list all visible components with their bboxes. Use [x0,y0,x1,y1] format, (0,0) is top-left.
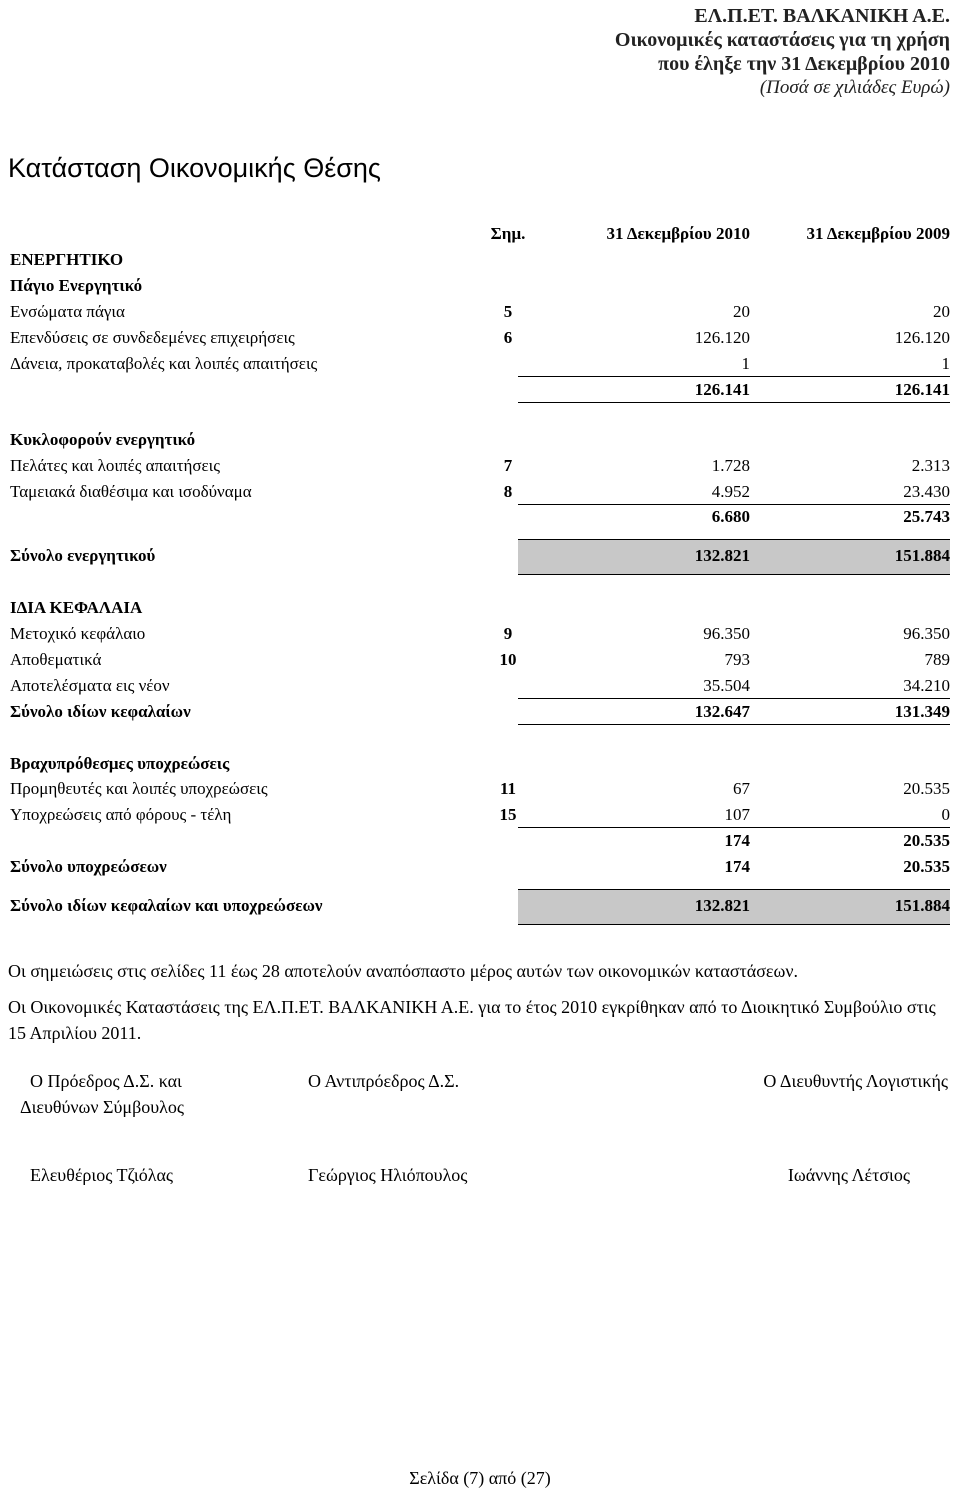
row-label: Αποτελέσματα εις νέον [10,676,170,695]
value-2010: 1.728 [711,456,750,475]
value-2009: 789 [924,650,950,669]
row-label: Υποχρεώσεις από φόρους - τέλη [10,805,232,824]
value-2010: 126.120 [694,328,750,347]
section-assets [10,248,950,272]
page-number: Σελίδα (7) από (27) [409,1468,551,1488]
row-label: Σύνολο ιδίων κεφαλαίων και υποχρεώσεων [10,896,323,915]
value-2010: 793 [724,650,750,669]
table-row [10,352,950,376]
value-2010: 1 [741,354,750,373]
value-2009: 23.430 [903,482,950,501]
table-row [10,480,950,504]
col-2009-header: 31 Δεκεμβρίου 2009 [806,224,950,243]
value-2009: 131.349 [894,702,950,721]
accounting-director-title: Ο Διευθυντής Λογιστικής [763,1071,948,1091]
row-note: 11 [499,779,517,798]
value-2010: 174 [724,857,750,876]
row-note: 9 [503,624,513,643]
row-label: Σύνολο ιδίων κεφαλαίων [10,702,191,721]
row-label: Πελάτες και λοιπές απαιτήσεις [10,456,220,475]
total-assets-row [10,544,950,568]
section-label: ΕΝΕΡΓΗΤΙΚΟ [10,250,124,269]
value-2009: 20.535 [903,857,950,876]
table-row [10,777,950,801]
value-2010: 132.647 [694,702,750,721]
section-label: ΙΔΙΑ ΚΕΦΑΛΑΙΑ [10,598,143,617]
company-name: ΕΛ.Π.ΕΤ. ΒΑΛΚΑΝΙΚΗ Α.Ε. [694,5,950,27]
table-row [10,622,950,646]
subtotal-row [10,505,950,529]
liabilities-total-row [10,855,950,879]
value-2010: 67 [733,779,750,798]
equity-total-row [10,700,950,724]
value-2009: 151.884 [894,896,950,915]
value-2010: 126.141 [694,380,750,399]
value-2010: 174 [724,831,750,850]
notes-reference-paragraph: Οι σημειώσεις στις σελίδες 11 έως 28 αποτελούν αναπόσπαστο μέρος αυτών των οικονομικών καταστάσεων. [8,961,798,981]
table-row [10,454,950,478]
row-label: Σύνολο υποχρεώσεων [10,857,167,876]
row-note: 10 [499,650,517,669]
table-row [10,300,950,324]
value-2009: 34.210 [903,676,950,695]
row-label: Δάνεια, προκαταβολές και λοιπές απαιτήσεις [10,354,318,373]
subtotal-rule [518,698,950,699]
value-2010: 6.680 [711,507,750,526]
chair-name: Ελευθέριος Τζιόλας [30,1165,174,1185]
page-title: Κατάσταση Οικονομικής Θέσης [8,153,381,183]
row-note: 8 [503,482,513,501]
chair-title: Ο Πρόεδρος Δ.Σ. και [30,1071,182,1091]
table-row [10,326,950,350]
value-2009: 25.743 [903,507,950,526]
header-line-2: Οικονομικές καταστάσεις για τη χρήση [614,29,950,51]
section-label: Κυκλοφορούν ενεργητικό [10,430,196,449]
section-short-liabilities [10,752,950,776]
row-label: Προμηθευτές και λοιπές υποχρεώσεις [10,779,268,798]
subtotal-row [10,378,950,402]
value-2009: 0 [941,805,950,824]
section-label: Βραχυπρόθεσμες υποχρεώσεις [10,754,230,773]
row-note: 15 [499,805,517,824]
value-2009: 96.350 [903,624,950,643]
value-2010: 132.821 [694,896,750,915]
row-note: 7 [503,456,513,475]
row-label: Επενδύσεις σε συνδεδεμένες επιχειρήσεις [10,328,295,347]
value-2009: 20.535 [903,831,950,850]
chair-title-2: Διευθύνων Σύμβουλος [20,1097,185,1117]
value-2010: 20 [733,302,750,321]
value-2010: 132.821 [694,546,750,565]
value-2009: 20 [933,302,950,321]
table-row [10,803,950,827]
row-label: Ενσώματα πάγια [10,302,125,321]
row-label: Μετοχικό κεφάλαιο [10,624,146,643]
subtotal-rule [518,724,950,725]
value-2010: 96.350 [703,624,750,643]
row-label: Ταμειακά διαθέσιμα και ισοδύναμα [10,482,252,501]
subtotal-row [10,829,950,853]
section-fixed-assets [10,274,950,298]
value-2010: 35.504 [703,676,750,695]
value-2010: 4.952 [711,482,750,501]
chair-signature-block [20,1068,260,1120]
approval-paragraph: Οι Οικονομικές Καταστάσεις της ΕΛ.Π.ΕΤ. ΒΑΛΚΑΝΙΚΗ Α.Ε. για το έτος 2010 εγκρίθηκαν από το Διοικητικό Συμβούλιο στις 15 Απριλίου 2011. [8,997,936,1043]
grand-total-row [10,894,950,918]
value-2009: 20.535 [903,779,950,798]
col-2010-header: 31 Δεκεμβρίου 2010 [606,224,750,243]
subtotal-rule [518,402,950,403]
table-row [10,674,950,698]
header-currency-note: (Ποσά σε χιλιάδες Ευρώ) [759,77,950,98]
vice-chair-name: Γεώργιος Ηλιόπουλος [308,1165,468,1185]
value-2009: 2.313 [911,456,950,475]
subtotal-rule [518,827,950,828]
column-header-row [10,222,950,246]
value-2009: 126.141 [894,380,950,399]
row-note: 5 [503,302,513,321]
value-2009: 1 [941,354,950,373]
row-note: 6 [503,328,513,347]
row-label: Σύνολο ενεργητικού [10,546,156,565]
document-header [350,4,950,100]
value-2010: 107 [724,805,750,824]
header-line-3: που έληξε την 31 Δεκεμβρίου 2010 [658,53,950,75]
table-row [10,648,950,672]
section-current-assets [10,428,950,452]
subtotal-rule [518,376,950,377]
col-note-header: Σημ. [490,224,526,243]
accounting-director-name: Ιωάννης Λέτσιος [787,1165,910,1185]
value-2009: 151.884 [894,546,950,565]
row-label: Αποθεματικά [10,650,102,669]
vice-chair-title: Ο Αντιπρόεδρος Δ.Σ. [308,1071,460,1091]
section-equity [10,596,950,620]
value-2009: 126.120 [894,328,950,347]
section-label: Πάγιο Ενεργητικό [10,276,143,295]
